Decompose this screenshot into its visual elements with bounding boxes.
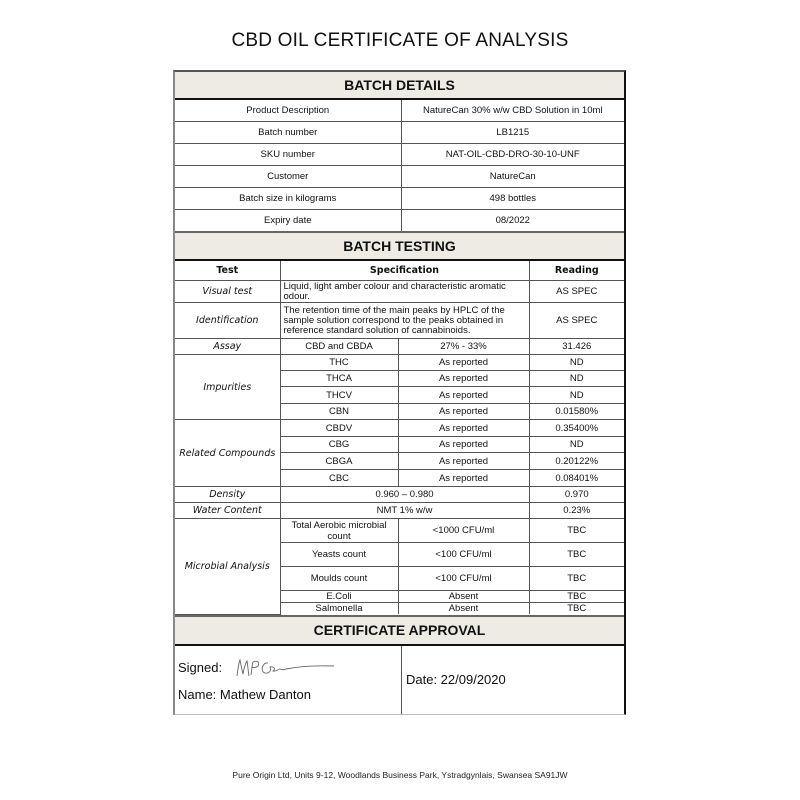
test-name: Impurities <box>175 355 280 420</box>
reading: TBC <box>529 603 624 615</box>
table-row <box>175 420 624 437</box>
table-row <box>175 210 624 232</box>
batch-details-table <box>175 100 624 231</box>
reading: TBC <box>529 591 624 603</box>
table-header-row <box>175 261 624 281</box>
batch-testing-table <box>175 261 624 615</box>
analyte: THCA <box>280 371 398 387</box>
analyte: Moulds count <box>280 567 398 591</box>
reading: AS SPEC <box>529 281 624 303</box>
analyte: CBG <box>280 437 398 453</box>
detail-label: Customer <box>175 166 401 188</box>
analyte: CBD and CBDA <box>280 339 398 355</box>
reading: 0.01580% <box>529 404 624 420</box>
reading: ND <box>529 437 624 453</box>
specification: <1000 CFU/ml <box>398 519 529 543</box>
table-row <box>175 166 624 188</box>
table-row <box>175 503 624 519</box>
analyte: Salmonella <box>280 603 398 615</box>
approval-section <box>175 646 624 714</box>
specification: As reported <box>398 404 529 420</box>
document-title: CBD OIL CERTIFICATE OF ANALYSIS <box>231 30 569 51</box>
specification: As reported <box>398 470 529 487</box>
analyte: Total Aerobic microbial count <box>280 519 398 543</box>
detail-value: 498 bottles <box>401 188 624 210</box>
detail-value: LB1215 <box>401 122 624 144</box>
column-header-reading: Reading <box>529 261 624 281</box>
specification: 0.960 – 0.980 <box>280 487 529 503</box>
specification: As reported <box>398 371 529 387</box>
specification: 27% - 33% <box>398 339 529 355</box>
table-row <box>175 281 624 303</box>
analyte: Yeasts count <box>280 543 398 567</box>
detail-value: NAT-OIL-CBD-DRO-30-10-UNF <box>401 144 624 166</box>
signed-label: Signed: <box>178 660 223 675</box>
reading: 0.08401% <box>529 470 624 487</box>
specification: <100 CFU/ml <box>398 543 529 567</box>
batch-testing-heading: BATCH TESTING <box>175 231 624 261</box>
test-name: Water Content <box>175 503 280 519</box>
specification: As reported <box>398 387 529 404</box>
table-row <box>175 519 624 543</box>
specification: As reported <box>398 437 529 453</box>
detail-label: SKU number <box>175 144 401 166</box>
reading: ND <box>529 387 624 404</box>
detail-label: Batch number <box>175 122 401 144</box>
table-row <box>175 339 624 355</box>
detail-value: NatureCan <box>401 166 624 188</box>
signature-block <box>175 646 402 714</box>
reading: TBC <box>529 543 624 567</box>
column-header-test: Test <box>175 261 280 281</box>
specification: As reported <box>398 420 529 437</box>
test-name: Density <box>175 487 280 503</box>
footer-address: Pure Origin Ltd, Units 9-12, Woodlands Business Park, Ystradgynlais, Swansea SA91JW <box>232 770 568 780</box>
specification: As reported <box>398 355 529 371</box>
analyte: THCV <box>280 387 398 404</box>
specification: Absent <box>398 603 529 615</box>
certificate-sheet <box>173 70 626 715</box>
detail-label: Product Description <box>175 100 401 122</box>
reading: TBC <box>529 567 624 591</box>
reading: 0.20122% <box>529 453 624 470</box>
analyte: THC <box>280 355 398 371</box>
reading: ND <box>529 371 624 387</box>
table-row <box>175 100 624 122</box>
test-name: Identification <box>175 303 280 339</box>
signatory-name: Name: Mathew Danton <box>178 686 311 702</box>
signature-icon <box>234 656 344 680</box>
analyte: CBGA <box>280 453 398 470</box>
specification: NMT 1% w/w <box>280 503 529 519</box>
detail-value: 08/2022 <box>401 210 624 232</box>
specification: Liquid, light amber colour and characteristic aromatic odour. <box>280 281 529 303</box>
test-name: Visual test <box>175 281 280 303</box>
detail-value: NatureCan 30% w/w CBD Solution in 10ml <box>401 100 624 122</box>
reading: ND <box>529 355 624 371</box>
table-row <box>175 144 624 166</box>
batch-details-heading: BATCH DETAILS <box>175 72 624 100</box>
table-row <box>175 303 624 339</box>
specification: Absent <box>398 591 529 603</box>
reading: 31.426 <box>529 339 624 355</box>
reading: AS SPEC <box>529 303 624 339</box>
analyte: E.Coli <box>280 591 398 603</box>
reading: 0.23% <box>529 503 624 519</box>
specification: The retention time of the main peaks by HPLC of the sample solution correspond to the peaks obtained in reference standard solution of cannabinoids. <box>280 303 529 339</box>
detail-label: Batch size in kilograms <box>175 188 401 210</box>
reading: 0.970 <box>529 487 624 503</box>
test-name: Microbial Analysis <box>175 519 280 615</box>
table-row <box>175 487 624 503</box>
analyte: CBN <box>280 404 398 420</box>
reading: TBC <box>529 519 624 543</box>
analyte: CBC <box>280 470 398 487</box>
approval-date: Date: 22/09/2020 <box>406 672 506 687</box>
test-name: Related Compounds <box>175 420 280 487</box>
analyte: CBDV <box>280 420 398 437</box>
detail-label: Expiry date <box>175 210 401 232</box>
specification: As reported <box>398 453 529 470</box>
certificate-approval-heading: CERTIFICATE APPROVAL <box>175 615 624 646</box>
table-row <box>175 188 624 210</box>
column-header-specification: Specification <box>280 261 529 281</box>
reading: 0.35400% <box>529 420 624 437</box>
specification: <100 CFU/ml <box>398 567 529 591</box>
table-row <box>175 355 624 371</box>
test-name: Assay <box>175 339 280 355</box>
signed-row <box>178 656 344 680</box>
table-row <box>175 122 624 144</box>
